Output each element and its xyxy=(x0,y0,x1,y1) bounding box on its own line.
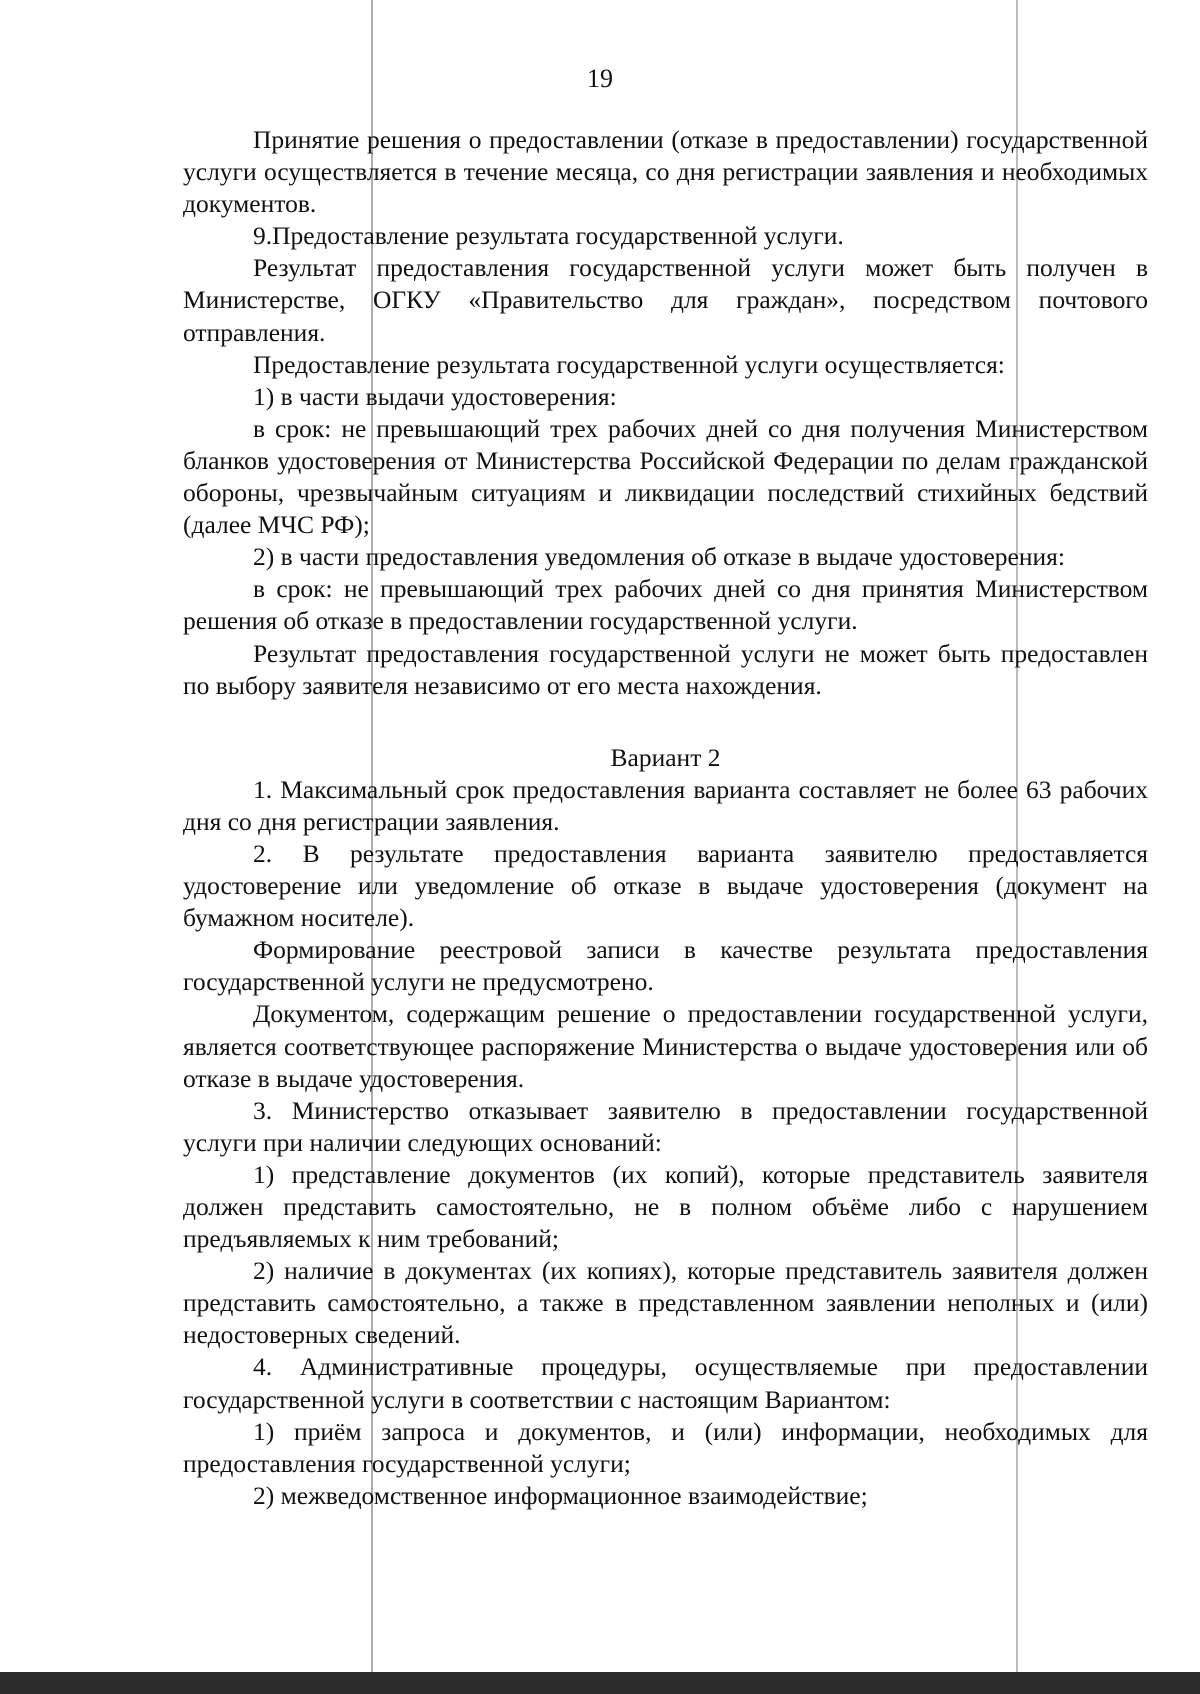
paragraph: Формирование реестровой записи в качестве результата предоставления государственной услуги не предусмотрено. xyxy=(183,935,1148,997)
paragraph: 1. Максимальный срок предоставления варианта составляет не более 63 рабочих дня со дня регистрации заявления. xyxy=(183,774,1148,836)
scan-artifact-bottom-edge xyxy=(0,1672,1200,1694)
paragraph: 2) межведомственное информационное взаимодействие; xyxy=(253,1480,868,1510)
paragraph: 1) приём запроса и документов, и (или) информации, необходимых для предоставления государственной услуги; xyxy=(183,1416,1148,1478)
paragraph: 2) в части предоставления уведомления об отказе в выдаче удостоверения: xyxy=(253,542,1065,572)
paragraph: 1) в части выдачи удостоверения: xyxy=(253,381,617,411)
paragraph: Результат предоставления государственной услуги не может быть предоставлен по выбору заявителя независимо от его места нахождения. xyxy=(183,638,1148,700)
paragraph: 9.Предоставление результата государственной услуги. xyxy=(253,221,844,251)
section-heading: Вариант 2 xyxy=(610,742,721,772)
paragraph: 4. Административные процедуры, осуществляемые при предоставлении государственной услуги в соответствии с настоящим Вариантом: xyxy=(183,1352,1148,1414)
page-number: 19 xyxy=(587,64,613,93)
paragraph: 1) представление документов (их копий), которые представитель заявителя должен представить самостоятельно, не в полном объёме либо с нарушением предъявляемых к ним требований; xyxy=(183,1159,1148,1254)
paragraph: в срок: не превышающий трех рабочих дней со дня принятия Министерством решения об отказе в предоставлении государственной услуги. xyxy=(183,574,1148,636)
paragraph: Документом, содержащим решение о предоставлении государственной услуги, является соответствующее распоряжение Министерства о выдаче удостоверения или об отказе в выдаче удостоверения. xyxy=(183,999,1148,1093)
paragraph: 2. В результате предоставления варианта заявителю предоставляется удостоверение или уведомление об отказе в выдаче удостоверения (документ на бумажном носителе). xyxy=(183,838,1148,933)
paragraph: Принятие решения о предоставлении (отказе в предоставлении) государственной услуги осуществляется в течение месяца, со дня регистрации заявления и необходимых документов. xyxy=(183,125,1148,219)
paragraph: 2) наличие в документах (их копиях), которые представитель заявителя должен представить самостоятельно, а также в представленном заявлении неполных и (или) недостоверных сведений. xyxy=(183,1256,1148,1350)
paragraph: Предоставление результата государственной услуги осуществляется: xyxy=(253,349,1005,379)
document-body xyxy=(183,124,1148,1512)
paragraph: в срок: не превышающий трех рабочих дней со дня получения Министерством бланков удостоверения от Министерства Российской Федерации по делам гражданской обороны, чрезвычайным ситуациям и ликвидации последствий стихийных бедствий (далее МЧС РФ); xyxy=(183,413,1148,540)
paragraph: 3. Министерство отказывает заявителю в предоставлении государственной услуги при наличии следующих оснований: xyxy=(183,1095,1148,1157)
paragraph: Результат предоставления государственной услуги может быть получен в Министерстве, ОГКУ «Правительство для граждан», посредством почтового отправления. xyxy=(183,253,1148,347)
